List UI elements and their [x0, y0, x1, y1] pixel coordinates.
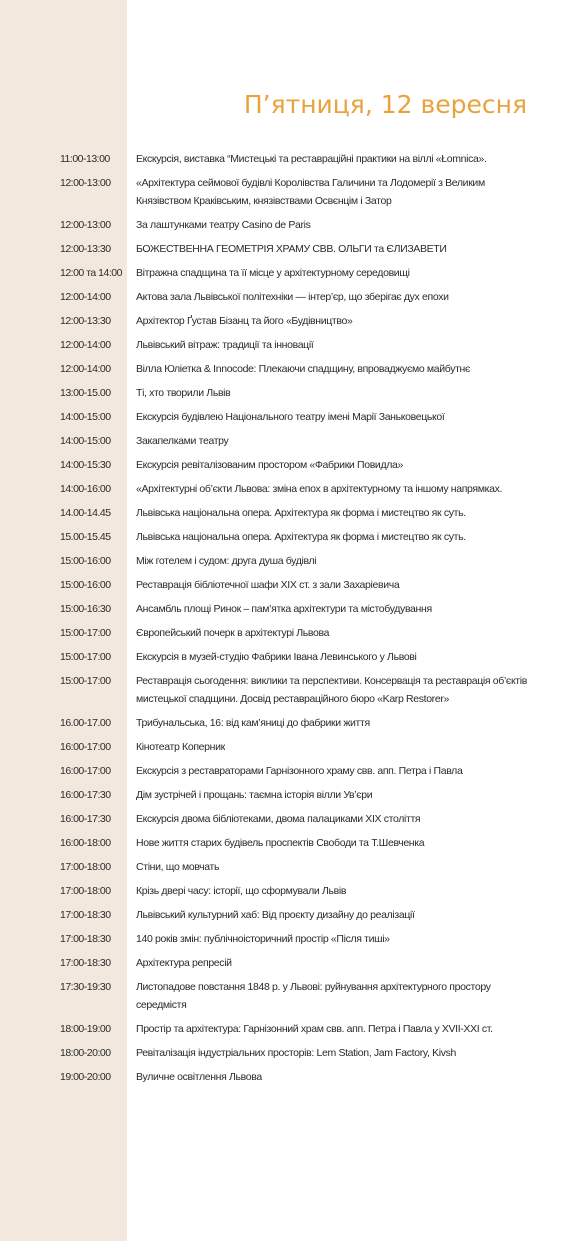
schedule-row [0, 978, 585, 1014]
event-title: «Архітектура сеймової будівлі Королівства Галичини та Лодомерії з Великим Князівством Краківським, князівствами Освєнцім і Затор [136, 177, 485, 207]
event-title: Екскурсія ревіталізованим простором «Фабрики Повидла» [136, 459, 403, 471]
schedule-row [0, 600, 585, 618]
event-time: 18:00-19:00 [60, 1023, 111, 1035]
event-time: 11:00-13:00 [60, 153, 110, 165]
event-time: 17:00-18:30 [60, 957, 111, 969]
event-title: Ревіталізація індустріальних просторів: Lem Station, Jam Factory, Kivsh [136, 1047, 457, 1059]
event-time: 12:00-14:00 [60, 363, 111, 375]
event-time: 16:00-18:00 [60, 837, 111, 849]
schedule-row [0, 624, 585, 642]
schedule-row [0, 552, 585, 570]
event-time: 12:00-13:30 [60, 243, 111, 255]
event-title: Ансамбль площі Ринок – пам’ятка архітектури та містобудування [136, 603, 432, 615]
event-title: БОЖЕСТВЕННА ГЕОМЕТРІЯ ХРАМУ СВВ. ОЛЬГИ та ЄЛИЗАВЕТИ [136, 243, 447, 255]
schedule-row [0, 1044, 585, 1062]
schedule-row [0, 150, 585, 168]
schedule-row [0, 738, 585, 756]
schedule-row [0, 672, 585, 708]
event-time: 15:00-16:30 [60, 603, 111, 615]
event-title: Вуличне освітлення Львова [136, 1071, 262, 1083]
event-title: Львівська національна опера. Архітектура як форма і мистецтво як суть. [136, 531, 466, 543]
schedule-row [0, 264, 585, 282]
schedule-row [0, 360, 585, 378]
event-time: 12:00-13:00 [60, 219, 111, 231]
schedule-row [0, 312, 585, 330]
schedule-row [0, 240, 585, 258]
schedule-row [0, 504, 585, 522]
schedule-row [0, 216, 585, 234]
event-time: 15:00-17:00 [60, 651, 111, 663]
event-time: 16:00-17:00 [60, 765, 111, 777]
schedule-row [0, 576, 585, 594]
event-time: 14:00-15:00 [60, 411, 111, 423]
event-time: 16:00-17:30 [60, 789, 111, 801]
schedule-row [0, 714, 585, 732]
event-title: 140 років змін: публічноісторичний простір «Після тиші» [136, 933, 390, 945]
event-time: 12:00-14:00 [60, 339, 111, 351]
schedule-row [0, 786, 585, 804]
event-time: 14:00-15:30 [60, 459, 111, 471]
schedule-row [0, 456, 585, 474]
event-title: Стіни, що мовчать [136, 861, 220, 873]
event-title: Реставрація сьогодення: виклики та перспективи. Консервація та реставрація об’єктів мистецької спадщини. Досвід реставраційного бюро «Karp Restorer» [136, 675, 527, 705]
event-time: 15.00-15.45 [60, 531, 111, 543]
event-time: 13:00-15.00 [60, 387, 111, 399]
event-title: Листопадове повстання 1848 р. у Львові: руйнування архітектурного простору середмістя [136, 981, 491, 1011]
event-title: Нове життя старих будівель проспектів Свободи та Т.Шевченка [136, 837, 425, 849]
schedule-list [0, 150, 585, 1092]
event-title: Простір та архітектура: Гарнізонний храм свв. апп. Петра і Павла у XVII-XXI ст. [136, 1023, 493, 1035]
schedule-row [0, 336, 585, 354]
schedule-row [0, 648, 585, 666]
event-time: 17:00-18:30 [60, 933, 111, 945]
event-time: 15:00-16:00 [60, 579, 111, 591]
event-time: 12:00-13:00 [60, 177, 111, 189]
event-title: За лаштунками театру Casino de Paris [136, 219, 311, 231]
event-title: Між готелем і судом: друга душа будівлі [136, 555, 317, 567]
event-title: Львівський вітраж: традиції та інновації [136, 339, 314, 351]
event-time: 12:00-14:00 [60, 291, 111, 303]
page-title: П’ятниця, 12 вересня [243, 90, 527, 119]
event-title: «Архітектурні об’єкти Львова: зміна епох в архітектурному та іншому напрямках. [136, 483, 503, 495]
event-time: 17:00-18:00 [60, 861, 111, 873]
event-title: Екскурсія двома бібліотеками, двома палациками XIX століття [136, 813, 421, 825]
schedule-row [0, 834, 585, 852]
event-title: Архітектура репресій [136, 957, 232, 969]
schedule-row [0, 528, 585, 546]
event-title: Львівська національна опера. Архітектура як форма і мистецтво як суть. [136, 507, 466, 519]
event-title: Європейський почерк в архітектурі Львова [136, 627, 330, 639]
event-time: 12:00 та 14:00 [60, 267, 122, 279]
event-title: Екскурсія з реставраторами Гарнізонного храму свв. апп. Петра і Павла [136, 765, 463, 777]
schedule-row [0, 408, 585, 426]
event-title: Ті, хто творили Львів [136, 387, 231, 399]
schedule-row [0, 858, 585, 876]
schedule-row [0, 882, 585, 900]
schedule-row [0, 762, 585, 780]
event-title: Трибунальська, 16: від кам’яниці до фабрики життя [136, 717, 370, 729]
event-title: Екскурсія, виставка “Мистецькі та реставраційні практики на віллі «Łomnica». [136, 153, 487, 165]
event-title: Архітектор Ґустав Бізанц та його «Будівництво» [136, 315, 353, 327]
event-time: 14:00-15:00 [60, 435, 111, 447]
event-time: 17:30-19:30 [60, 981, 111, 993]
event-title: Реставрація бібліотечної шафи XIX ст. з зали Захаріевича [136, 579, 400, 591]
schedule-row [0, 480, 585, 498]
event-title: Актова зала Львівської політехніки — інтер’єр, що зберігає дух епохи [136, 291, 449, 303]
schedule-row [0, 288, 585, 306]
schedule-row [0, 1020, 585, 1038]
event-time: 12:00-13:30 [60, 315, 111, 327]
event-time: 18:00-20:00 [60, 1047, 111, 1059]
event-title: Вітражна спадщина та її місце у архітектурному середовищі [136, 267, 410, 279]
event-title: Вілла Юліетка & Innocode: Плекаючи спадщину, впроваджуємо майбутнє [136, 363, 471, 375]
event-time: 16:00-17:00 [60, 741, 111, 753]
schedule-row [0, 1068, 585, 1086]
event-title: Кінотеатр Коперник [136, 741, 225, 753]
schedule-row [0, 384, 585, 402]
event-time: 15:00-17:00 [60, 627, 111, 639]
schedule-row [0, 954, 585, 972]
schedule-row [0, 810, 585, 828]
event-time: 17:00-18:00 [60, 885, 111, 897]
event-time: 15:00-17:00 [60, 675, 111, 687]
event-title: Екскурсія будівлею Національного театру імені Марії Заньковецької [136, 411, 445, 423]
event-time: 14:00-16:00 [60, 483, 111, 495]
schedule-row [0, 906, 585, 924]
schedule-row [0, 174, 585, 210]
event-title: Дім зустрічей і прощань: таємна історія вілли Ув’єри [136, 789, 373, 801]
event-time: 14.00-14.45 [60, 507, 111, 519]
schedule-row [0, 930, 585, 948]
event-time: 15:00-16:00 [60, 555, 111, 567]
schedule-row [0, 432, 585, 450]
event-title: Крізь двері часу: історії, що сформували Львів [136, 885, 347, 897]
event-time: 19:00-20:00 [60, 1071, 111, 1083]
event-time: 16:00-17:30 [60, 813, 111, 825]
event-time: 17:00-18:30 [60, 909, 111, 921]
event-title: Львівський культурний хаб: Від проєкту дизайну до реалізації [136, 909, 415, 921]
event-title: Екскурсія в музей-студію Фабрики Івана Левинського у Львові [136, 651, 417, 663]
event-time: 16.00-17.00 [60, 717, 111, 729]
event-title: Закапелками театру [136, 435, 229, 447]
